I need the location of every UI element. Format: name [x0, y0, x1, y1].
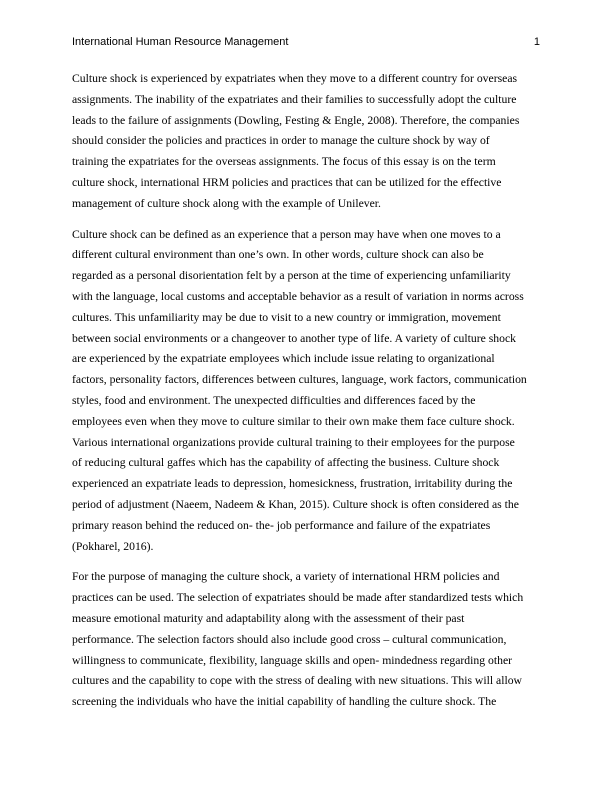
- text-line: period of adjustment (Naeem, Nadeem & Khan, 2015). Culture shock is often considered as the: [72, 497, 519, 511]
- text-line: measure emotional maturity and adaptability along with the assessment of their past: [72, 611, 465, 625]
- text-line: screening the individuals who have the initial capability of handling the culture shock. The: [72, 695, 497, 709]
- text-line: regarded as a personal disorientation felt by a person at the time of experiencing unfamiliarity: [72, 269, 511, 283]
- text-line: leads to the failure of assignments (Dowling, Festing & Engle, 2008). Therefore, the companies: [72, 113, 520, 127]
- text-line: cultures and the capability to cope with the stress of dealing with new situations. This will allow: [72, 674, 522, 688]
- paragraph-1: [72, 69, 542, 215]
- text-line: with the language, local customs and acceptable behavior as a result of variation in norms across: [72, 289, 524, 303]
- text-line: cultures. This unfamiliarity may be due to visit to a new country or immigration, movement: [72, 310, 501, 324]
- text-line: Various international organizations provide cultural training to their employees for the purpose: [72, 435, 515, 449]
- paragraph-3: [72, 567, 542, 713]
- text-line: Culture shock can be defined as an experience that a person may have when one moves to a: [72, 227, 501, 241]
- text-line: Culture shock is experienced by expatriates when they move to a different country for overseas: [72, 72, 518, 85]
- text-line: management of culture shock along with the example of Unilever.: [72, 196, 381, 210]
- header-title: International Human Resource Management: [72, 36, 289, 48]
- text-line: assignments. The inability of the expatriates and their families to successfully adopt the culture: [72, 92, 517, 106]
- text-line: performance. The selection factors should also include good cross – cultural communication,: [72, 632, 507, 646]
- text-line: experienced an expatriate leads to depression, homesickness, frustration, irritability during the: [72, 477, 513, 491]
- text-line: For the purpose of managing the culture shock, a variety of international HRM policies and: [72, 570, 500, 584]
- text-line: practices can be used. The selection of expatriates should be made after standardized tests which: [72, 591, 524, 605]
- text-line: training the expatriates for the overseas assignments. The focus of this essay is on the term: [72, 155, 496, 169]
- text-line: styles, food and environment. The unexpected difficulties and differences faced by the: [72, 393, 476, 407]
- page-number: 1: [533, 36, 540, 48]
- text-line: culture shock, international HRM policies and practices that can be utilized for the effective: [72, 175, 502, 189]
- text-line: between social environments or a changeover to another type of life. A variety of culture shock: [72, 331, 516, 345]
- text-line: primary reason behind the reduced on- the- job performance and failure of the expatriates: [72, 518, 491, 532]
- text-line: (Pokharel, 2016).: [72, 539, 154, 553]
- text-line: of reducing cultural gaffes which has the capability of affecting the business. Culture shock: [72, 456, 500, 470]
- text-line: willingness to communicate, flexibility, language skills and open- mindedness regarding other: [72, 653, 513, 667]
- text-line: should consider the policies and practices in order to manage the culture shock by way of: [72, 134, 490, 148]
- text-line: factors, personality factors, differences between cultures, language, work factors, communication: [72, 373, 527, 387]
- text-line: employees even when they move to culture similar to their own make them face culture shock.: [72, 414, 515, 428]
- text-line: different cultural environment than one’s own. In other words, culture shock can also be: [72, 248, 484, 262]
- paragraph-2: [72, 225, 542, 558]
- document-body: [72, 69, 542, 723]
- page-header: [72, 36, 540, 52]
- text-line: are experienced by the expatriate employees which include issue relating to organizational: [72, 352, 495, 366]
